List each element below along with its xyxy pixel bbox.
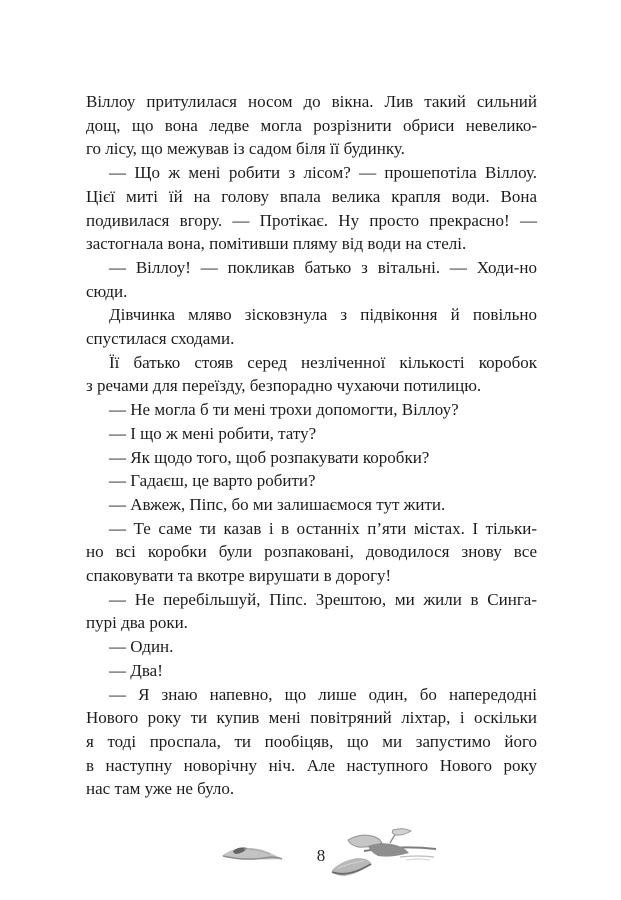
paragraph <box>86 256 537 303</box>
paragraph <box>86 446 537 470</box>
text-line: — Я знаю напевно, що лише один, бо напередодні <box>109 684 537 704</box>
text-line: з речами для переїзду, безпорадно чухаючи потилицю. <box>86 376 482 396</box>
text-line: в наступну новорічну ніч. Але наступного Нового року <box>86 755 537 775</box>
text-line: подивилася вгору. — Протікає. Ну просто прекрасно! — <box>86 210 537 230</box>
text-line: — Один. <box>109 637 174 657</box>
text-line: я тоді проспала, ти пообіцяв, що ми запустимо його <box>86 731 537 751</box>
text-line: застогнала вона, помітивши пляму від води на стелі. <box>86 234 467 254</box>
paragraph <box>86 161 537 256</box>
leaf-decoration-left-icon <box>220 843 284 865</box>
text-line: спустилася сходами. <box>86 329 235 349</box>
text-line: спаковувати та вкотре вирушати в дорогу! <box>86 566 392 586</box>
text-line: — Те саме ти казав і в останніх п’яти містах. І тільки- <box>109 518 537 538</box>
text-line: но всі коробки були розпаковані, доводилося знову все <box>86 542 537 562</box>
paragraph <box>86 303 537 350</box>
text-line: — Не перебільшуй, Піпс. Зрештою, ми жили в Синга- <box>109 589 537 609</box>
text-line: Віллоу притулилася носом до вікна. Лив такий сильний <box>86 92 537 111</box>
paragraph <box>86 398 537 422</box>
paragraph <box>86 683 537 802</box>
text-line: нас там уже не було. <box>86 779 235 799</box>
text-line: дощ, що вона ледве могла розрізнити обриси невелико- <box>86 115 537 135</box>
text-line: — Гадаєш, це варто робити? <box>109 471 316 491</box>
text-line: Нового року ти купив мені повітряний ліхтар, і оскільки <box>86 708 537 728</box>
text-line: — Віллоу! — покликав батько з вітальні. — Ходи-но <box>109 257 537 277</box>
paragraph <box>86 659 537 683</box>
paragraph <box>86 635 537 659</box>
text-line: — Не могла б ти мені трохи допомогти, Віллоу? <box>109 400 459 420</box>
text-line: Її батько стояв серед незліченної кількості коробок <box>109 352 537 372</box>
paragraph <box>86 517 537 588</box>
text-line: пурі два роки. <box>86 613 188 633</box>
body-text <box>86 90 537 801</box>
paragraph <box>86 90 537 161</box>
text-line: — Авжеж, Піпс, бо ми залишаємося тут жити. <box>109 494 446 514</box>
text-line: — Два! <box>109 660 163 680</box>
text-line: Цієї миті їй на голову впала велика крапля води. Вона <box>86 186 537 206</box>
text-line: — Що ж мені робити з лісом? — прошепотіла Віллоу. <box>109 163 537 183</box>
text-line: — Як щодо того, щоб розпакувати коробки? <box>109 447 430 467</box>
text-line: — І що ж мені робити, тату? <box>109 423 317 443</box>
text-line: го лісу, що межував із садом біля її будинку. <box>86 139 405 159</box>
paragraph <box>86 493 537 517</box>
paragraph <box>86 469 537 493</box>
text-line: сюди. <box>86 281 128 301</box>
page-number: 8 <box>316 846 326 865</box>
text-line: Дівчинка мляво зісковзнула з підвіконня й повільно <box>109 305 537 325</box>
paragraph <box>86 351 537 398</box>
leaf-decoration-right-icon <box>330 827 438 891</box>
paragraph <box>86 422 537 446</box>
paragraph <box>86 588 537 635</box>
